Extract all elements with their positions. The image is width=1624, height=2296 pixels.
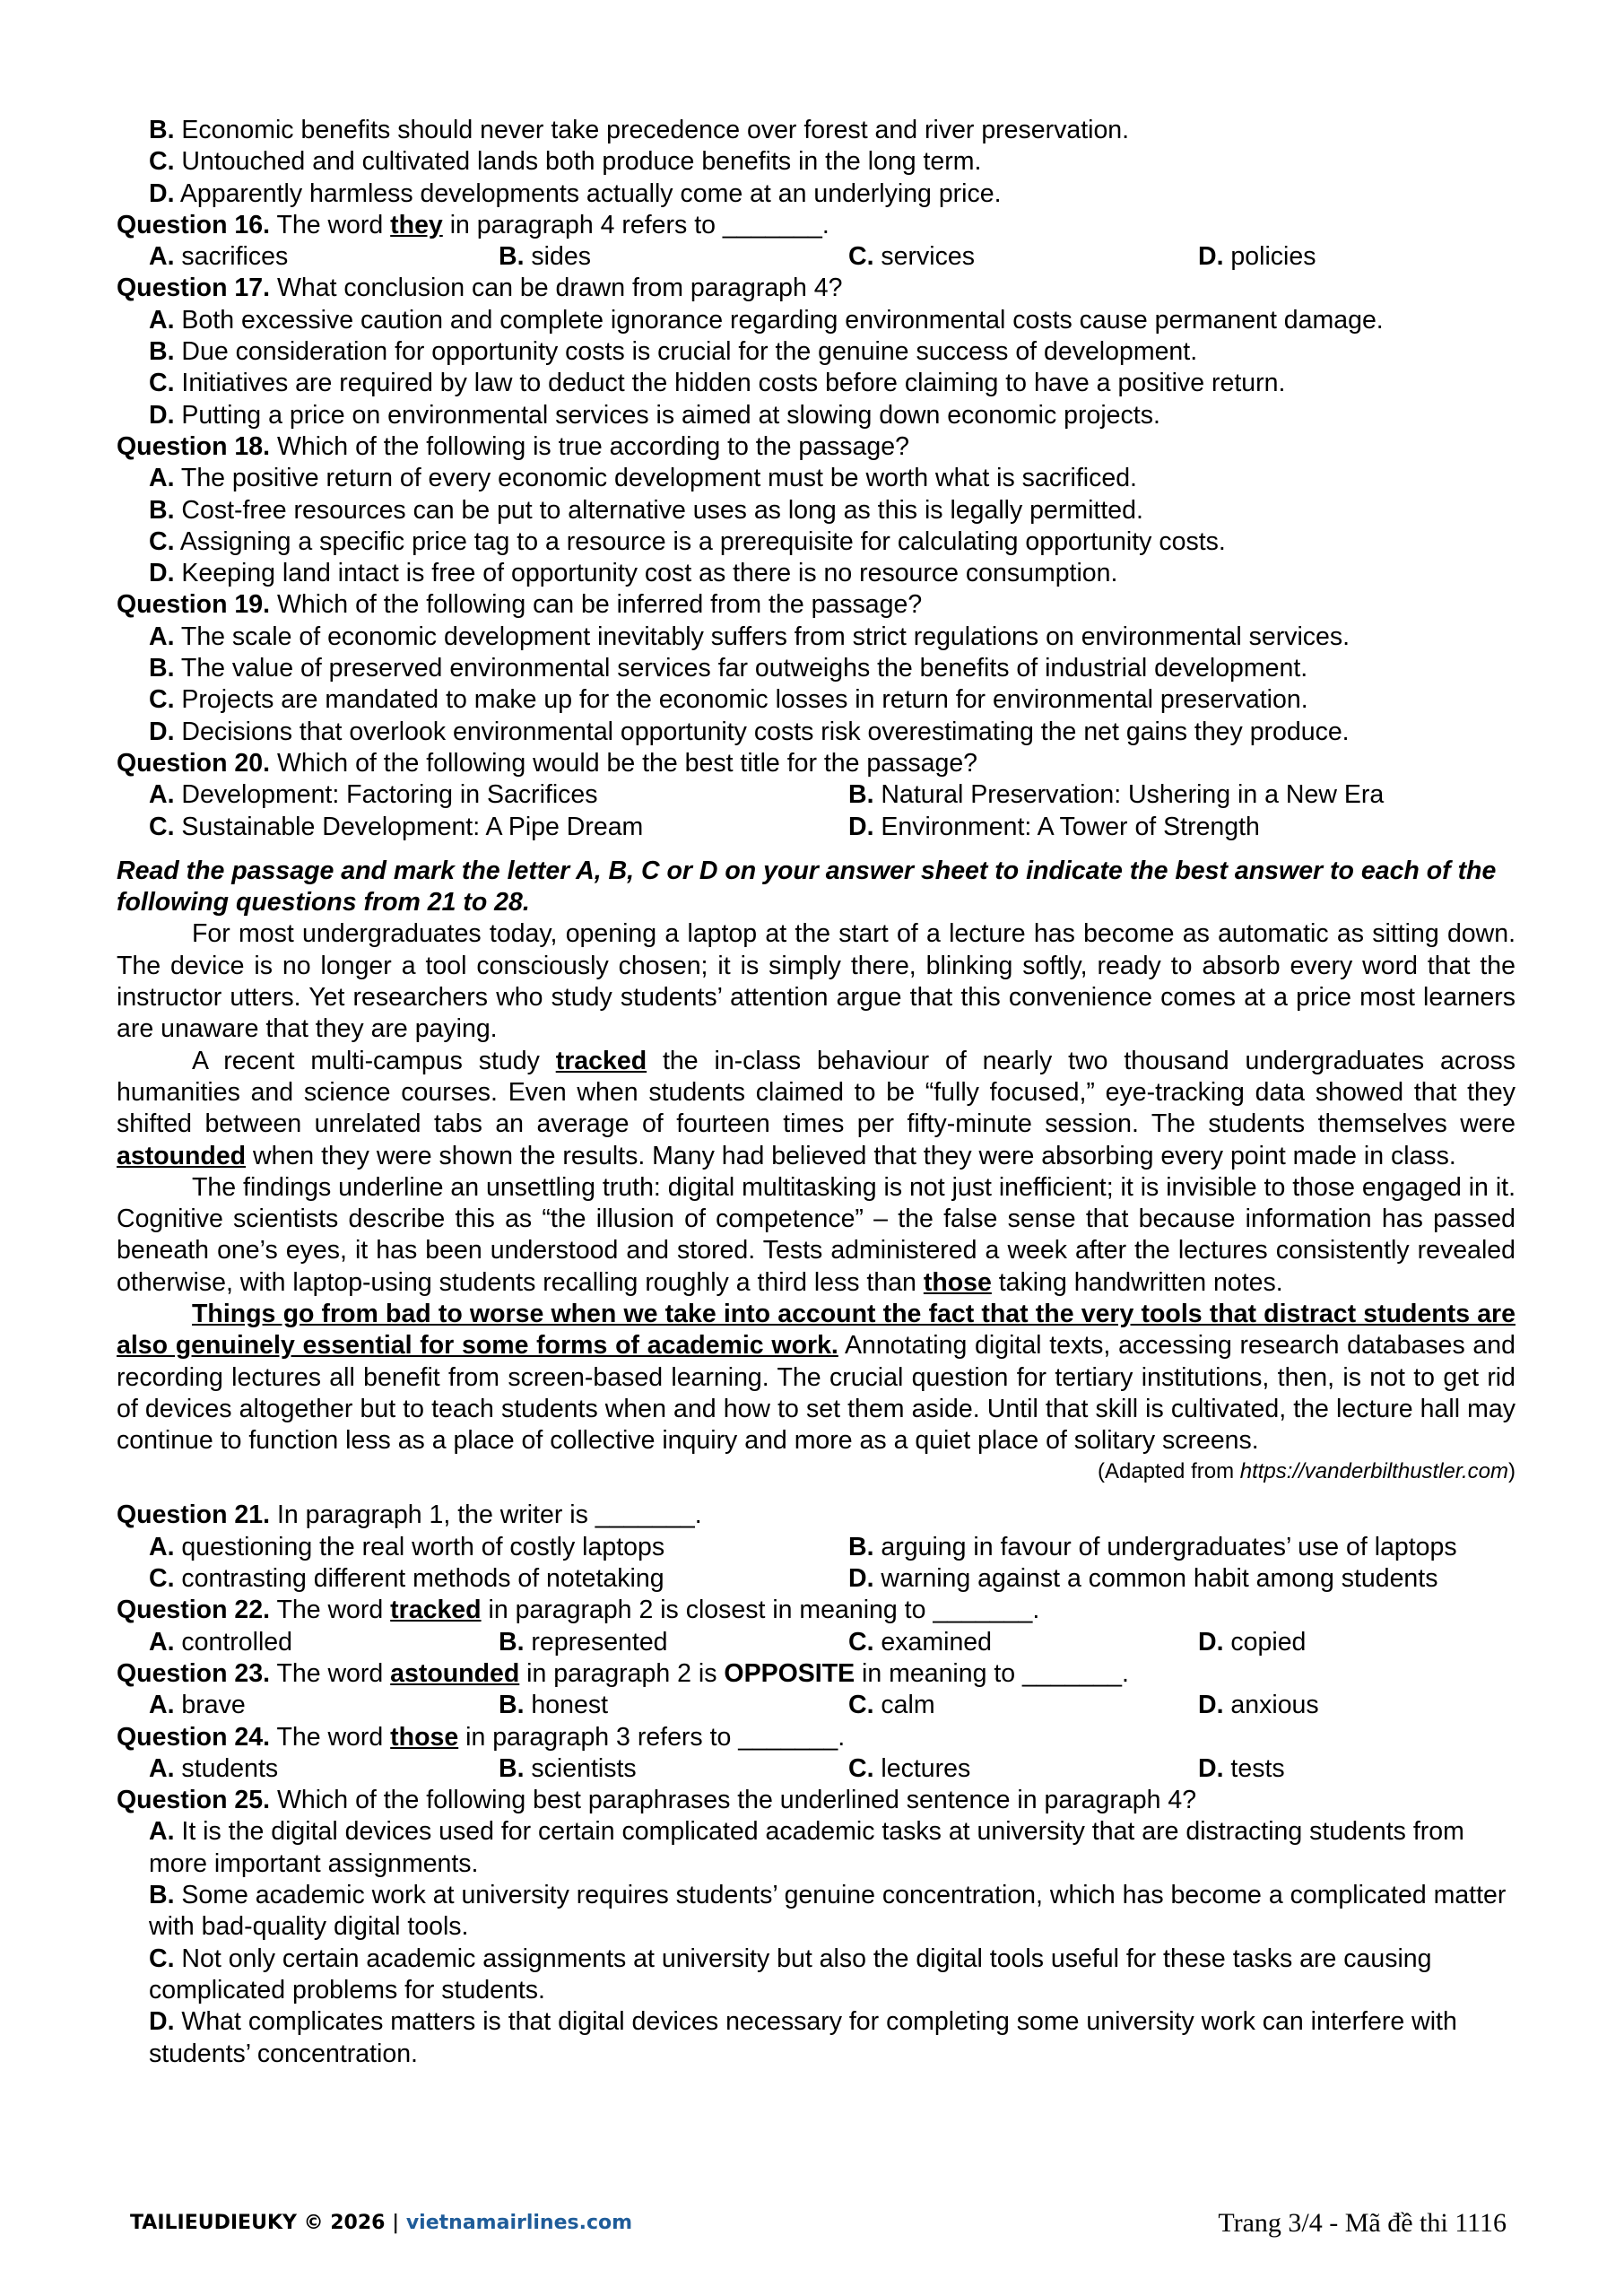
q24-option-a: A. students: [149, 1753, 279, 1783]
q17-option-d: D. Putting a price on environmental services is aimed at slowing down economic projects.: [149, 400, 1160, 430]
word-tracked: tracked: [555, 1046, 647, 1075]
q21-option-c: C. contrasting different methods of notetaking: [149, 1564, 664, 1594]
section-instruction: Read the passage and mark the letter A, B, C or D on your answer sheet to indicate the best answer to each of the following questions from 21 to 28.: [117, 856, 1497, 918]
question-16-options: [117, 241, 1515, 273]
question-23: Question 23. The word astounded in paragraph 2 is OPPOSITE in meaning to _______.: [117, 1658, 1129, 1688]
q25-option-a: A. It is the digital devices used for certain complicated academic tasks at university that are distracting students from more important assignments.: [149, 1817, 1464, 1878]
q18-option-d: D. Keeping land intact is free of opportunity cost as there is no resource consumption.: [149, 559, 1118, 588]
exam-page: [117, 115, 1515, 2070]
q18-option-c: C. Assigning a specific price tag to a resource is a prerequisite for calculating opportunity costs.: [149, 526, 1226, 556]
word-astounded: astounded: [117, 1141, 247, 1170]
q16-option-c: C. services: [848, 242, 975, 272]
question-24-options: [117, 1753, 1515, 1785]
question-21: Question 21. In paragraph 1, the writer is _______.: [117, 1500, 702, 1530]
passage-paragraph-3: The findings underline an unsettling truth: digital multitasking is not just inefficient; it is invisible to those engaged in it. Cognitive scientists describe this as “the illusion of competence” – the false sense that because information has passed beneath one’s eyes, it has been understood and stored. Tests administered a week after the lectures consistently revealed otherwise, with laptop-using students recalling roughly a third less than those taking handwritten notes.: [117, 1172, 1515, 1297]
q20-option-b: B. Natural Preservation: Ushering in a New Era: [848, 780, 1385, 810]
q25-option-b: B. Some academic work at university requires students’ genuine concentration, which has become a complicated matter with bad-quality digital tools.: [149, 1881, 1507, 1942]
question-21-options: [117, 1532, 1515, 1596]
word-those: those: [923, 1267, 992, 1297]
q23-option-d: D. anxious: [1198, 1691, 1319, 1720]
source-url: https://vanderbilthustler.com: [1239, 1459, 1508, 1484]
question-20-options: [117, 779, 1515, 843]
q23-option-c: C. calm: [848, 1691, 935, 1720]
q19-option-a: A. The scale of economic development inevitably suffers from strict regulations on environmental services.: [149, 622, 1350, 651]
question-17: Question 17. What conclusion can be drawn from paragraph 4?: [117, 274, 843, 303]
q23-option-a: A. brave: [149, 1691, 246, 1720]
underlined-sentence: Things go from bad to worse when we take into account the fact that the very tools that distract students are also genuinely essential for some forms of academic work.: [117, 1299, 1515, 1361]
q22-option-b: B. represented: [499, 1627, 668, 1657]
q22-option-a: A. controlled: [149, 1627, 292, 1657]
q15-option-d: D. Apparently harmless developments actually come at an underlying price.: [149, 178, 1002, 208]
question-25: Question 25. Which of the following best paraphrases the underlined sentence in paragraph 4?: [117, 1786, 1197, 1815]
q15-option-b: B. Economic benefits should never take precedence over forest and river preservation.: [149, 116, 1130, 144]
q16-option-d: D. policies: [1198, 242, 1316, 272]
question-22-options: [117, 1627, 1515, 1658]
q25-option-c: C. Not only certain academic assignments at university but also the digital tools useful for these tasks are causing complicated problems for students.: [149, 1944, 1432, 2005]
q17-option-b: B. Due consideration for opportunity costs is crucial for the genuine success of development.: [149, 337, 1198, 367]
passage-paragraph-2: A recent multi-campus study tracked the in-class behaviour of nearly two thousand undergraduates across humanities and science courses. Even when students claimed to be “fully focused,” eye-tracking data showed that they shifted between unrelated tabs an average of fourteen times per fifty-minute session. The students themselves were astounded when they were shown the results. Many had believed that they were absorbing every point made in class.: [117, 1046, 1515, 1170]
q24-option-b: B. scientists: [499, 1753, 637, 1783]
question-16: Question 16. The word they in paragraph 4 refers to _______.: [117, 210, 829, 239]
q19-option-d: D. Decisions that overlook environmental opportunity costs risk overestimating the net gains they produce.: [149, 717, 1350, 746]
question-19: Question 19. Which of the following can be inferred from the passage?: [117, 590, 923, 620]
passage-source: (Adapted from https://vanderbilthustler.com): [1098, 1459, 1515, 1484]
q22-option-d: D. copied: [1198, 1627, 1307, 1657]
question-18: Question 18. Which of the following is true according to the passage?: [117, 431, 909, 461]
q24-option-d: D. tests: [1198, 1753, 1285, 1783]
q18-option-b: B. Cost-free resources can be put to alternative uses as long as this is legally permitted.: [149, 495, 1143, 525]
q23-option-b: B. honest: [499, 1691, 608, 1720]
question-24: Question 24. The word those in paragraph 3 refers to _______.: [117, 1722, 846, 1752]
page-footer: [130, 2208, 1515, 2244]
q21-option-a: A. questioning the real worth of costly laptops: [149, 1532, 665, 1561]
q25-option-d: D. What complicates matters is that digital devices necessary for completing some university work can interfere with students’ concentration.: [149, 2007, 1457, 2068]
q19-option-b: B. The value of preserved environmental services far outweighs the benefits of industrial development.: [149, 654, 1308, 683]
q24-option-c: C. lectures: [848, 1753, 971, 1783]
q17-option-a: A. Both excessive caution and complete ignorance regarding environmental costs cause permanent damage.: [149, 305, 1384, 335]
q17-option-c: C. Initiatives are required by law to deduct the hidden costs before claiming to have a positive return.: [149, 369, 1286, 398]
q16-option-a: A. sacrifices: [149, 242, 289, 272]
page-number: Trang 3/4 - Mã đề thi 1116: [1218, 2208, 1507, 2238]
passage-paragraph-1: For most undergraduates today, opening a laptop at the start of a lecture has become as automatic as sitting down. The device is no longer a tool consciously chosen; it is simply there, blinking softly, ready to absorb every word that the instructor utters. Yet researchers who study students’ attention argue that this convenience comes at a price most learners are unaware that they are paying.: [117, 919, 1515, 1044]
q21-option-d: D. warning against a common habit among students: [848, 1564, 1438, 1594]
q19-option-c: C. Projects are mandated to make up for the economic losses in return for environmental preservation.: [149, 685, 1308, 715]
question-23-options: [117, 1690, 1515, 1721]
q20-option-c: C. Sustainable Development: A Pipe Dream: [149, 812, 644, 841]
q20-option-a: A. Development: Factoring in Sacrifices: [149, 780, 598, 810]
footer-site-link[interactable]: vietnamairlines.com: [405, 2212, 633, 2234]
q15-option-c: C. Untouched and cultivated lands both produce benefits in the long term.: [149, 147, 982, 177]
passage-paragraph-4: Things go from bad to worse when we take into account the fact that the very tools that distract students are also genuinely essential for some forms of academic work. Annotating digital texts, accessing research databases and recording lectures all benefit from screen-based learning. The crucial question for tertiary institutions, then, is not to get rid of devices altogether but to teach students when and how to set them aside. Until that skill is cultivated, the lecture hall may continue to function less as a place of collective inquiry and more as a quiet place of solitary screens.: [117, 1299, 1515, 1456]
footer-brand: TAILIEUDIEUKY © 2026 | vietnamairlines.com: [130, 2212, 633, 2234]
question-20: Question 20. Which of the following would be the best title for the passage?: [117, 748, 978, 778]
q16-option-b: B. sides: [499, 242, 591, 272]
q21-option-b: B. arguing in favour of undergraduates’ use of laptops: [848, 1532, 1457, 1561]
q20-option-d: D. Environment: A Tower of Strength: [848, 812, 1260, 841]
question-22: Question 22. The word tracked in paragraph 2 is closest in meaning to _______.: [117, 1596, 1040, 1625]
q18-option-a: A. The positive return of every economic development must be worth what is sacrificed.: [149, 464, 1137, 493]
q22-option-c: C. examined: [848, 1627, 992, 1657]
